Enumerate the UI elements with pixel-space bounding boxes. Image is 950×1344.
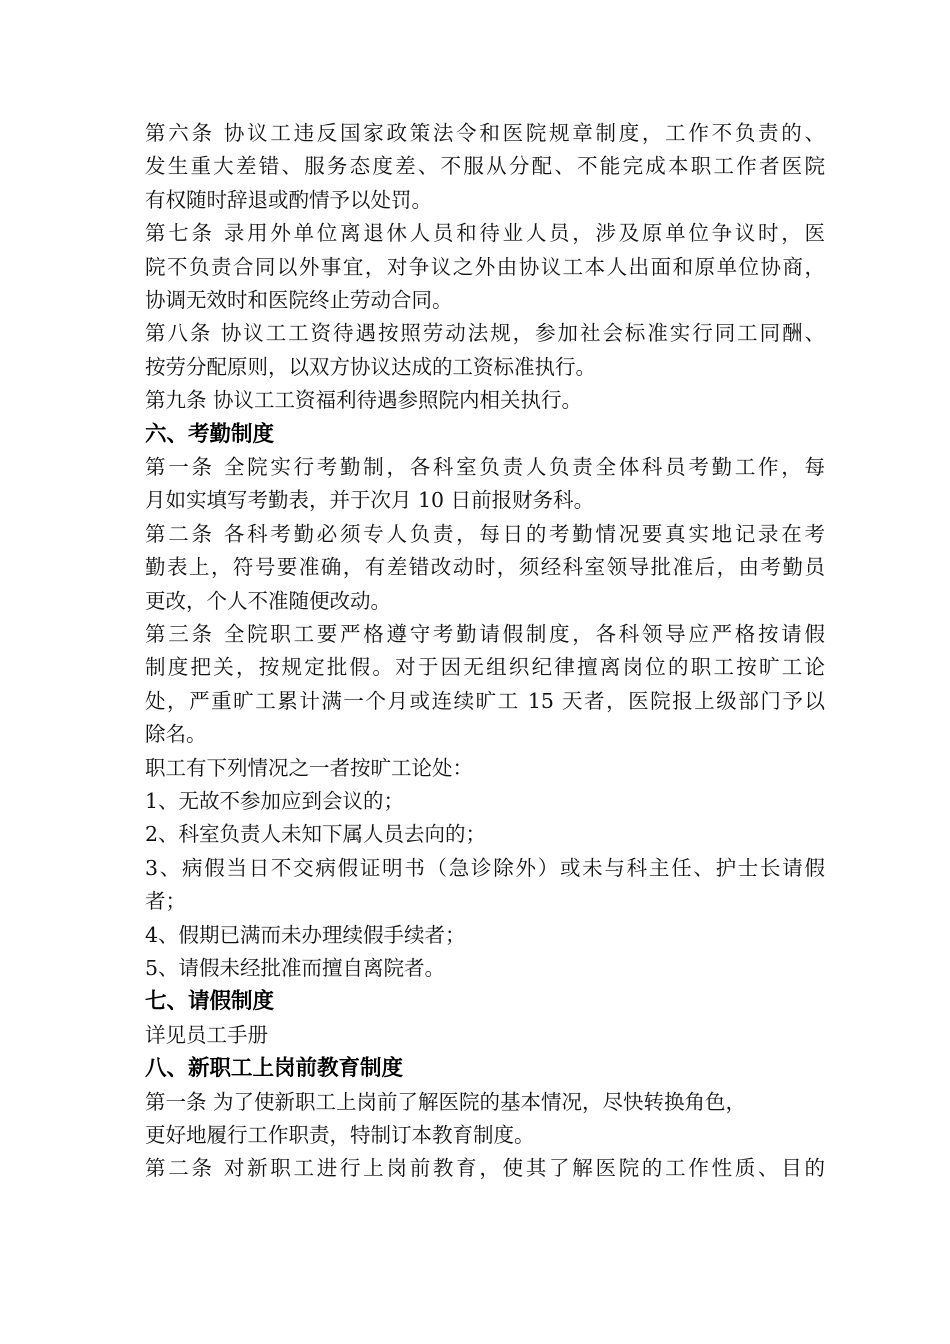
- text-line: 3、病假当日不交病假证明书（急诊除外）或未与科主任、护士长请假: [145, 855, 825, 880]
- text-line: 除名。: [145, 722, 207, 747]
- section-heading: 七、请假制度: [145, 989, 275, 1015]
- text-line: 5、请假未经批准而擅自离院者。: [145, 956, 446, 980]
- text-line: 2、科室负责人未知下属人员去向的；: [145, 822, 487, 847]
- text-line: 第二条 对新职工进行上岗前教育，使其了解医院的工作性质、目的: [145, 1156, 825, 1181]
- text-line: 处，严重旷工累计满一个月或连续旷工 15 天者，医院报上级部门予以: [145, 688, 825, 713]
- text-line: 协调无效时和医院终止劳动合同。: [145, 288, 453, 312]
- text-line: 更改，个人不准随便改动。: [145, 588, 391, 613]
- text-line: 月如实填写考勤表，并于次月 10 日前报财务科。: [145, 488, 595, 513]
- text-line: 第九条 协议工工资福利待遇参照院内相关执行。: [145, 388, 583, 413]
- text-line: 4、假期已满而未办理续假手续者；: [145, 922, 466, 947]
- text-line: 有权随时辞退或酌情予以处罚。: [145, 187, 432, 212]
- text-line: 第一条 为了使新职工上岗前了解医院的基本情况，尽快转换角色，: [145, 1089, 747, 1114]
- text-line: 职工有下列情况之一者按旷工论处：: [145, 755, 473, 780]
- text-line: 第三条 全院职工要严格遵守考勤请假制度，各科领导应严格按请假: [145, 622, 825, 646]
- text-line: 第六条 协议工违反国家政策法令和医院规章制度，工作不负责的、: [145, 121, 825, 145]
- text-line: 第七条 录用外单位离退休人员和待业人员，涉及原单位争议时，医: [145, 221, 825, 246]
- text-line: 第一条 全院实行考勤制，各科室负责人负责全体科员考勤工作，每: [145, 455, 825, 479]
- section-heading: 六、考勤制度: [145, 421, 275, 447]
- text-line: 第八条 协议工工资待遇按照劳动法规，参加社会标准实行同工同酬、: [145, 321, 825, 346]
- text-line: 制度把关，按规定批假。对于因无组织纪律擅离岗位的职工按旷工论: [145, 655, 825, 680]
- text-line: 按劳分配原则，以双方协议达成的工资标准执行。: [145, 354, 596, 379]
- section-heading: 八、新职工上岗前教育制度: [145, 1056, 404, 1082]
- text-line: 者；: [145, 889, 186, 914]
- text-line: 详见员工手册: [145, 1022, 268, 1047]
- text-line: 院不负责合同以外事宜，对争议之外由协议工本人出面和原单位协商，: [145, 254, 825, 279]
- text-line: 更好地履行工作职责，特制订本教育制度。: [145, 1123, 535, 1147]
- text-line: 1、无故不参加应到会议的；: [145, 789, 405, 813]
- text-line: 第二条 各科考勤必须专人负责，每日的考勤情况要真实地记录在考: [145, 521, 825, 546]
- text-line: 发生重大差错、服务态度差、不服从分配、不能完成本职工作者医院: [145, 154, 825, 179]
- text-line: 勤表上，符号要准确，有差错改动时，须经科室领导批准后，由考勤员: [145, 555, 825, 580]
